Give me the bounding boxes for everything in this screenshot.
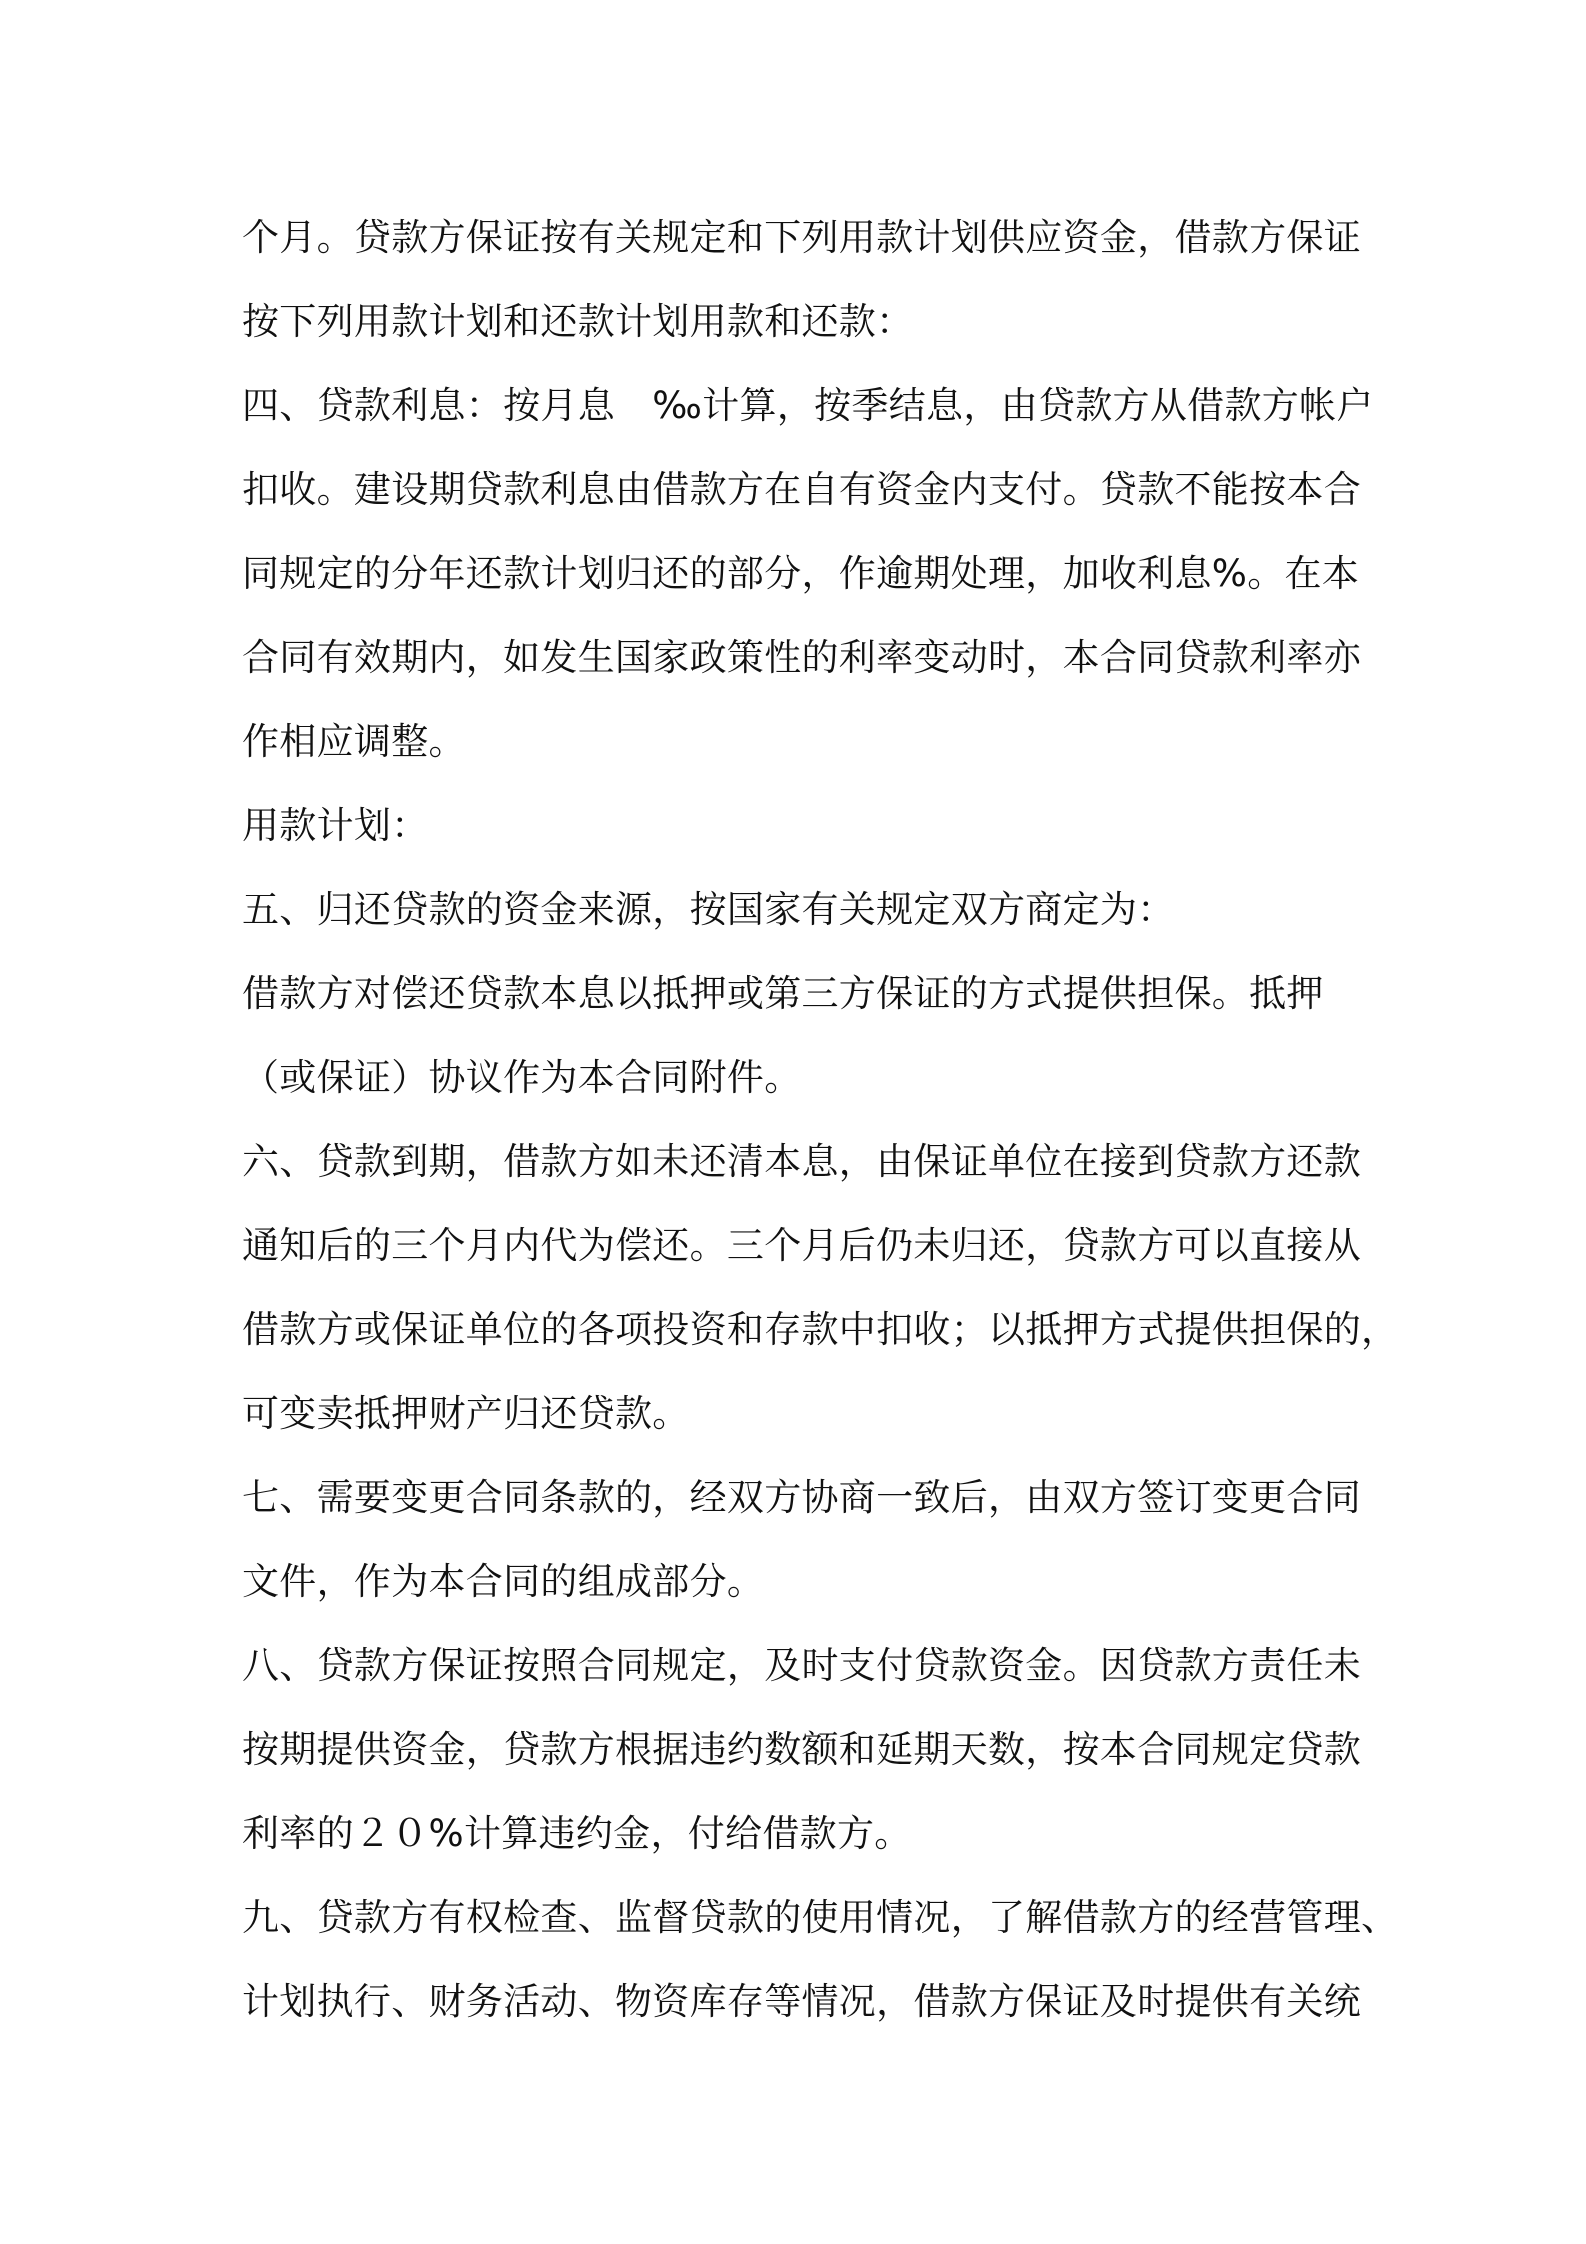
text-line: 借款方对偿还贷款本息以抵押或第三方保证的方式提供担保。抵押	[242, 972, 1324, 1015]
text-line: 个月。贷款方保证按有关规定和下列用款计划供应资金，借款方保证	[242, 216, 1361, 259]
text-line: 计划执行、财务活动、物资库存等情况，借款方保证及时提供有关统	[242, 1980, 1361, 2023]
text-line: 九、贷款方有权检查、监督贷款的使用情况，了解借款方的经营管理、	[242, 1896, 1399, 1939]
text-line: 五、归还贷款的资金来源，按国家有关规定双方商定为：	[242, 888, 1175, 931]
text-line: 作相应调整。	[242, 720, 466, 763]
text-line: 四、贷款利息：按月息 ‰计算，按季结息，由贷款方从借款方帐户	[242, 384, 1374, 427]
text-line: 同规定的分年还款计划归还的部分，作逾期处理，加收利息%。在本	[242, 552, 1360, 595]
text-line: 可变卖抵押财产归还贷款。	[242, 1392, 690, 1435]
text-line: 七、需要变更合同条款的，经双方协商一致后，由双方签订变更合同	[242, 1476, 1361, 1519]
text-line: 六、贷款到期，借款方如未还清本息，由保证单位在接到贷款方还款	[242, 1140, 1361, 1183]
text-line: 利率的２０%计算违约金，付给借款方。	[242, 1812, 912, 1855]
text-line: 用款计划：	[242, 804, 429, 847]
text-line: 按期提供资金，贷款方根据违约数额和延期天数，按本合同规定贷款	[242, 1728, 1361, 1771]
text-line: 合同有效期内，如发生国家政策性的利率变动时，本合同贷款利率亦	[242, 636, 1361, 679]
text-line: （或保证）协议作为本合同附件。	[242, 1056, 802, 1099]
text-line: 借款方或保证单位的各项投资和存款中扣收；以抵押方式提供担保的，	[242, 1308, 1399, 1351]
text-line: 按下列用款计划和还款计划用款和还款：	[242, 300, 914, 343]
text-line: 扣收。建设期贷款利息由借款方在自有资金内支付。贷款不能按本合	[242, 468, 1361, 511]
text-line: 通知后的三个月内代为偿还。三个月后仍未归还，贷款方可以直接从	[242, 1224, 1361, 1267]
contract-text-body	[242, 196, 1399, 2044]
text-line: 文件，作为本合同的组成部分。	[242, 1560, 765, 1603]
text-line: 八、贷款方保证按照合同规定，及时支付贷款资金。因贷款方责任未	[242, 1644, 1361, 1687]
